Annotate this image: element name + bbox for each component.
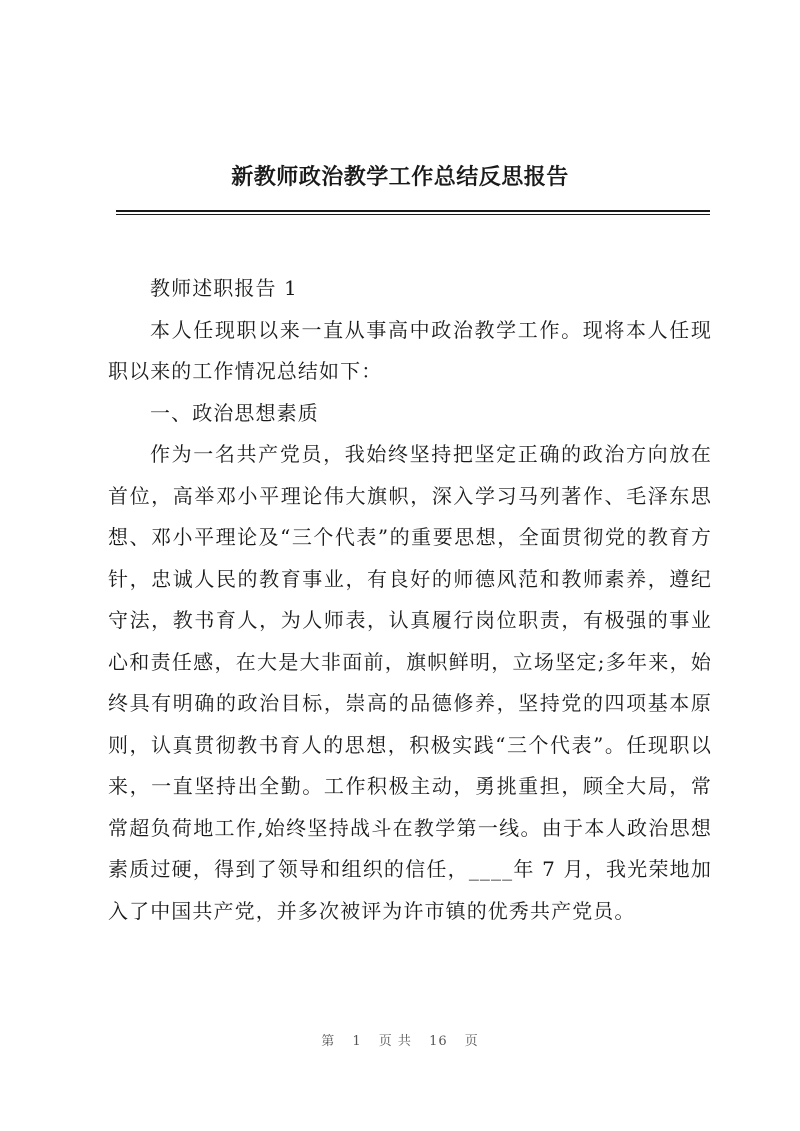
section-heading-report: 教师述职报告 1: [150, 276, 298, 300]
footer-total-pages: 16: [429, 1034, 448, 1049]
document-body: [108, 268, 712, 932]
footer-suffix: 页: [464, 1034, 479, 1049]
title-divider-thin: [116, 214, 710, 215]
page-footer: [0, 1030, 800, 1049]
intro-paragraph: 本人任现职以来一直从事高中政治教学工作。现将本人任现职以来的工作情况总结如下：: [108, 317, 712, 383]
body-paragraph: 作为一名共产党员，我始终坚持把坚定正确的政治方向放在首位，高举邓小平理论伟大旗帜，深入学习马列著作、毛泽东思想、邓小平理论及“三个代表”的重要思想，全面贯彻党的教育方针，忠诚人民的教育事业，有良好的师德风范和教师素养，遵纪守法，教书育人，为人师表，认真履行岗位职责，有极强的事业心和责任感，在大是大非面前，旗帜鲜明，立场坚定;多年来，始终具有明确的政治目标，崇高的品德修养，坚持党的四项基本原则，认真贯彻教书育人的思想，积极实践“三个代表”。任现职以来，一直坚持出全勤。工作积极主动，勇挑重担，顾全大局，常常超负荷地工作,始终坚持战斗在教学第一线。由于本人政治思想素质过硬，得到了领导和组织的信任，____年 7 月，我光荣地加入了中国共产党，并多次被评为许市镇的优秀共产党员。: [108, 442, 712, 923]
footer-middle: 页 共: [378, 1034, 412, 1049]
section-heading-political: 一、政治思想素质: [150, 400, 319, 425]
footer-page-number: 1: [352, 1034, 362, 1049]
title-divider-thick: [116, 210, 710, 212]
document-title: 新教师政治教学工作总结反思报告: [231, 165, 569, 190]
footer-prefix: 第: [321, 1034, 336, 1049]
